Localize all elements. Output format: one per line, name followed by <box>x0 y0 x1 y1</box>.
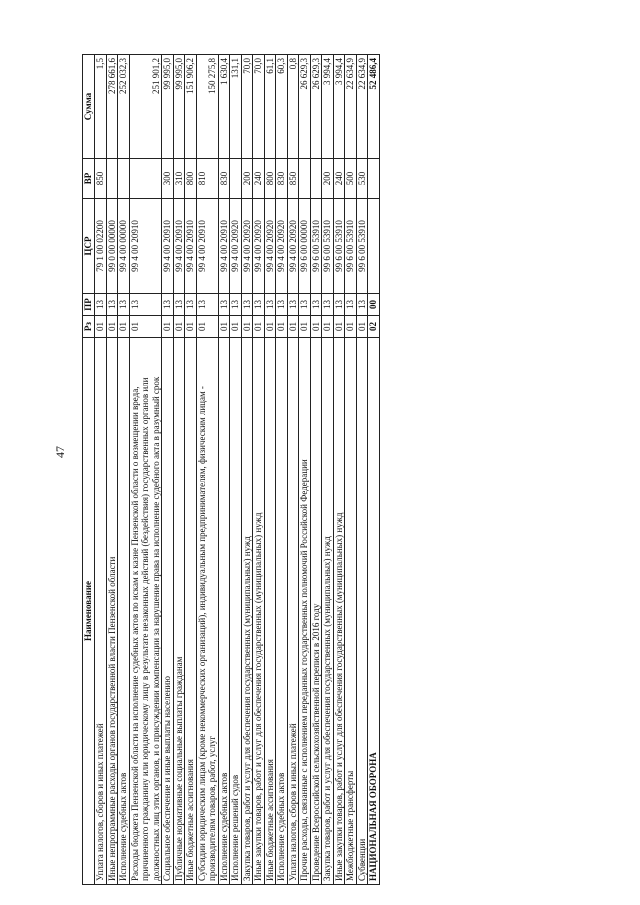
cell-sum: 99 995,0 <box>173 55 185 159</box>
header-rz: Рз <box>83 316 95 338</box>
cell-rz: 01 <box>264 316 276 338</box>
cell-sum: 278 661,6 <box>106 55 118 159</box>
cell-name: Межбюджетные трансферты <box>345 338 357 885</box>
cell-pr: 13 <box>196 294 218 316</box>
cell-pr: 13 <box>299 294 311 316</box>
cell-csr: 99 4 00 20910 <box>129 199 162 294</box>
cell-rz: 01 <box>276 316 288 338</box>
table-body <box>95 55 380 885</box>
table-row <box>95 55 107 885</box>
cell-name: Субвенции <box>356 338 368 885</box>
cell-sum: 52 486,4 <box>368 55 380 159</box>
cell-rz: 02 <box>368 316 380 338</box>
budget-table-container <box>82 55 560 885</box>
cell-csr: 99 4 00 20910 <box>196 199 218 294</box>
cell-rz: 01 <box>333 316 345 338</box>
cell-sum: 70,0 <box>241 55 253 159</box>
cell-csr: 99 4 00 20910 <box>173 199 185 294</box>
cell-sum: 22 634,9 <box>345 55 357 159</box>
cell-name: Закупка товаров, работ и услуг для обеспечения государственных (муниципальных) нужд <box>241 338 253 885</box>
cell-csr: 99 4 00 20920 <box>230 199 242 294</box>
cell-name: Проведение Всероссийской сельскохозяйственной переписи в 2016 году <box>310 338 322 885</box>
table-row <box>264 55 276 885</box>
cell-csr: 99 4 00 20910 <box>185 199 197 294</box>
table-row <box>333 55 345 885</box>
cell-name: Уплата налогов, сборов и иных платежей <box>287 338 299 885</box>
cell-name: Уплата налогов, сборов и иных платежей <box>95 338 107 885</box>
cell-name: Иные бюджетные ассигнования <box>185 338 197 885</box>
cell-name: Субсидии юридическим лицам (кроме некоммерческих организаций), индивидуальным предпринимателям, физическим лицам - производителям товаров, работ, услуг <box>196 338 218 885</box>
cell-vr: 850 <box>95 159 107 199</box>
cell-csr: 99 6 00 53910 <box>356 199 368 294</box>
cell-vr: 240 <box>333 159 345 199</box>
cell-sum: 3 994,4 <box>333 55 345 159</box>
cell-rz: 01 <box>129 316 162 338</box>
cell-sum: 61,1 <box>264 55 276 159</box>
cell-csr: 99 4 00 20920 <box>287 199 299 294</box>
table-row <box>230 55 242 885</box>
header-vr: ВР <box>83 159 95 199</box>
cell-rz: 01 <box>173 316 185 338</box>
cell-vr <box>310 159 322 199</box>
cell-csr: 79 1 00 02200 <box>95 199 107 294</box>
cell-sum: 252 032,3 <box>118 55 130 159</box>
cell-name: Закупка товаров, работ и услуг для обеспечения государственных (муниципальных) нужд <box>322 338 334 885</box>
cell-rz: 01 <box>106 316 118 338</box>
table-row <box>368 55 380 885</box>
cell-csr: 99 4 00 20920 <box>241 199 253 294</box>
cell-rz: 01 <box>287 316 299 338</box>
header-name: Наименование <box>83 338 95 885</box>
cell-pr: 13 <box>95 294 107 316</box>
cell-vr <box>106 159 118 199</box>
cell-csr: 99 0 00 00000 <box>106 199 118 294</box>
cell-sum: 150 275,8 <box>196 55 218 159</box>
table-row <box>345 55 357 885</box>
cell-csr: 99 4 00 20920 <box>253 199 265 294</box>
cell-csr <box>368 199 380 294</box>
cell-name: Иные непрограммные расходы органов государственной власти Пензенской области <box>106 338 118 885</box>
cell-csr: 99 4 00 20910 <box>162 199 174 294</box>
cell-vr: 800 <box>185 159 197 199</box>
cell-sum: 26 629,3 <box>310 55 322 159</box>
table-row <box>218 55 230 885</box>
cell-name: Прочие расходы, связанные с исполнением переданных государственных полномочий Российской Федерации <box>299 338 311 885</box>
cell-vr <box>118 159 130 199</box>
cell-rz: 01 <box>162 316 174 338</box>
cell-vr: 850 <box>287 159 299 199</box>
cell-vr: 800 <box>264 159 276 199</box>
cell-vr: 200 <box>241 159 253 199</box>
cell-name: Исполнение судебных актов <box>218 338 230 885</box>
table-row <box>173 55 185 885</box>
cell-name: Иные бюджетные ассигнования <box>264 338 276 885</box>
table-row <box>322 55 334 885</box>
cell-sum: 0,8 <box>287 55 299 159</box>
cell-rz: 01 <box>345 316 357 338</box>
table-row <box>287 55 299 885</box>
cell-rz: 01 <box>118 316 130 338</box>
cell-vr: 810 <box>196 159 218 199</box>
header-csr: ЦСР <box>83 199 95 294</box>
cell-rz: 01 <box>322 316 334 338</box>
cell-pr: 13 <box>118 294 130 316</box>
cell-sum: 60,3 <box>276 55 288 159</box>
table-row <box>106 55 118 885</box>
table-row <box>185 55 197 885</box>
table-row <box>196 55 218 885</box>
cell-pr: 13 <box>129 294 162 316</box>
cell-rz: 01 <box>95 316 107 338</box>
cell-vr: 300 <box>162 159 174 199</box>
cell-pr: 13 <box>264 294 276 316</box>
cell-sum: 26 629,3 <box>299 55 311 159</box>
cell-vr: 530 <box>356 159 368 199</box>
table-row <box>129 55 162 885</box>
table-row <box>299 55 311 885</box>
cell-rz: 01 <box>230 316 242 338</box>
cell-sum: 131,1 <box>230 55 242 159</box>
cell-pr: 13 <box>173 294 185 316</box>
cell-name: Социальное обеспечение и иные выплаты населению <box>162 338 174 885</box>
table-row <box>276 55 288 885</box>
cell-sum: 1 630,4 <box>218 55 230 159</box>
cell-name: Исполнение судебных актов <box>276 338 288 885</box>
cell-vr: 500 <box>345 159 357 199</box>
table-header-row <box>83 55 95 885</box>
cell-name: Иные закупки товаров, работ и услуг для обеспечения государственных (муниципальных) нужд <box>253 338 265 885</box>
cell-pr: 13 <box>345 294 357 316</box>
cell-pr: 13 <box>106 294 118 316</box>
header-pr: ПР <box>83 294 95 316</box>
cell-vr: 830 <box>218 159 230 199</box>
table-row <box>310 55 322 885</box>
cell-pr: 13 <box>241 294 253 316</box>
cell-pr: 13 <box>162 294 174 316</box>
table-row <box>253 55 265 885</box>
cell-name: Иные закупки товаров, работ и услуг для обеспечения государственных (муниципальных) нужд <box>333 338 345 885</box>
cell-pr: 13 <box>230 294 242 316</box>
cell-vr <box>129 159 162 199</box>
cell-sum: 151 906,2 <box>185 55 197 159</box>
cell-sum: 251 901,2 <box>129 55 162 159</box>
cell-vr <box>230 159 242 199</box>
cell-csr: 99 4 00 20910 <box>218 199 230 294</box>
cell-sum: 22 634,9 <box>356 55 368 159</box>
cell-pr: 13 <box>356 294 368 316</box>
cell-name: Исполнение решений судов <box>230 338 242 885</box>
cell-pr: 13 <box>287 294 299 316</box>
table-row <box>162 55 174 885</box>
table-row <box>241 55 253 885</box>
cell-pr: 13 <box>185 294 197 316</box>
cell-csr: 99 6 00 00000 <box>299 199 311 294</box>
cell-vr: 830 <box>276 159 288 199</box>
cell-sum: 99 995,0 <box>162 55 174 159</box>
header-sum: Сумма <box>83 55 95 159</box>
budget-table <box>82 54 380 885</box>
cell-csr: 99 6 00 53910 <box>322 199 334 294</box>
cell-pr: 13 <box>333 294 345 316</box>
cell-sum: 3 994,4 <box>322 55 334 159</box>
cell-name: Исполнение судебных актов <box>118 338 130 885</box>
cell-name: Расходы бюджета Пензенской области на исполнение судебных актов по искам к казне Пензенской области о возмещении вреда, причиненного гражданину или юридическому лицу в результате незаконных действий (бездействия) государственных органов или должностных лиц этих органов, и о присуждении компенсации за нарушение права на исполнение судебного акта в разумный срок <box>129 338 162 885</box>
cell-csr: 99 4 00 00000 <box>118 199 130 294</box>
cell-rz: 01 <box>185 316 197 338</box>
cell-csr: 99 4 00 20920 <box>264 199 276 294</box>
cell-rz: 01 <box>253 316 265 338</box>
cell-rz: 01 <box>218 316 230 338</box>
cell-pr: 13 <box>322 294 334 316</box>
cell-vr: 310 <box>173 159 185 199</box>
cell-sum: 70,0 <box>253 55 265 159</box>
cell-pr: 13 <box>310 294 322 316</box>
cell-vr <box>368 159 380 199</box>
cell-name: НАЦИОНАЛЬНАЯ ОБОРОНА <box>368 338 380 885</box>
table-row <box>356 55 368 885</box>
cell-pr: 13 <box>253 294 265 316</box>
cell-rz: 01 <box>196 316 218 338</box>
cell-rz: 01 <box>356 316 368 338</box>
cell-sum: 1,5 <box>95 55 107 159</box>
cell-pr: 00 <box>368 294 380 316</box>
cell-name: Публичные нормативные социальные выплаты гражданам <box>173 338 185 885</box>
cell-csr: 99 4 00 20920 <box>276 199 288 294</box>
cell-vr <box>299 159 311 199</box>
table-row <box>118 55 130 885</box>
cell-vr: 240 <box>253 159 265 199</box>
cell-rz: 01 <box>299 316 311 338</box>
cell-csr: 99 6 00 53910 <box>345 199 357 294</box>
cell-csr: 99 6 00 53910 <box>333 199 345 294</box>
cell-pr: 13 <box>276 294 288 316</box>
page-number: 47 <box>53 446 67 458</box>
cell-rz: 01 <box>310 316 322 338</box>
cell-pr: 13 <box>218 294 230 316</box>
cell-vr: 200 <box>322 159 334 199</box>
cell-rz: 01 <box>241 316 253 338</box>
cell-csr: 99 6 00 53910 <box>310 199 322 294</box>
